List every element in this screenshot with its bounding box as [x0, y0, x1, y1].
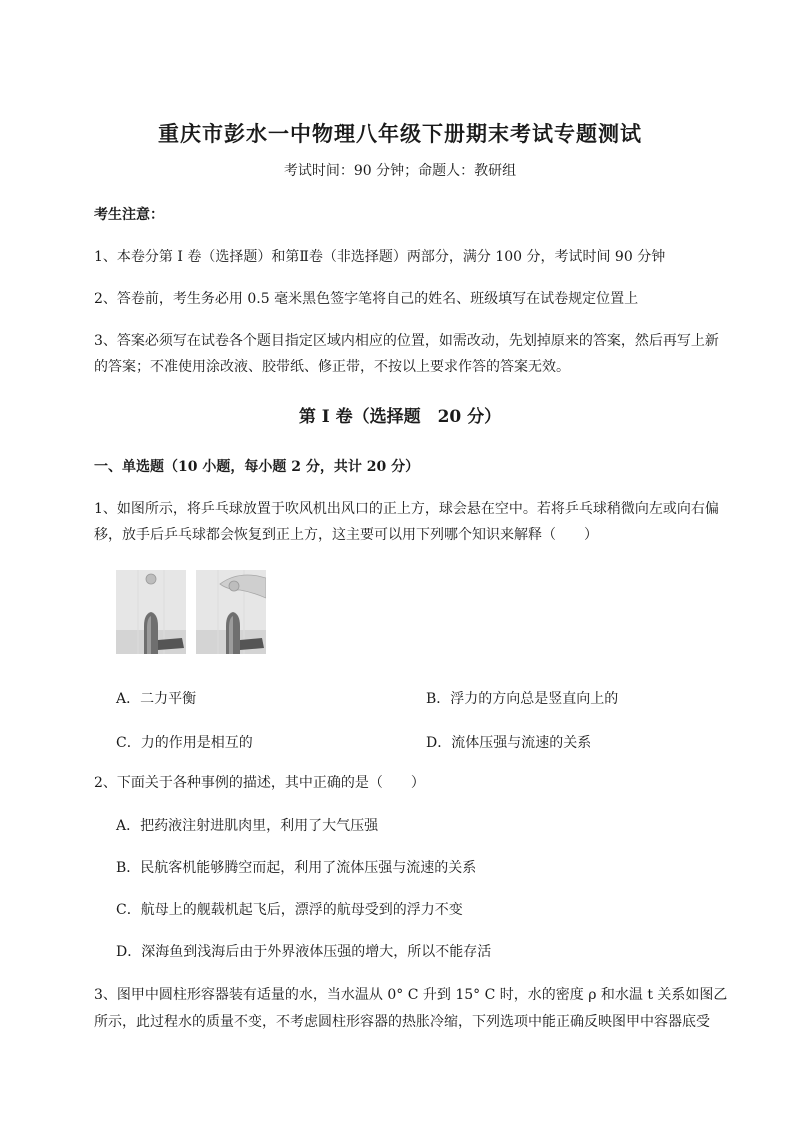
question-2-option-c: C．航母上的舰载机起飞后，漂浮的航母受到的浮力不变: [116, 902, 463, 918]
hairdryer-ball-illustration-2: [196, 570, 266, 654]
question-2-option-b: B．民航客机能够腾空而起，利用了流体压强与流速的关系: [116, 860, 477, 876]
hairdryer-ball-photo-1: [116, 570, 186, 654]
question-1-option-d: D．流体压强与流速的关系: [426, 735, 592, 751]
question-1-line-2: 移，放手后乒乓球都会恢复到正上方，这主要可以用下列哪个知识来解释（ ）: [94, 527, 598, 543]
part-heading: 一、单选题（10 小题，每小题 2 分，共计 20 分）: [94, 459, 420, 475]
question-2-stem: 2、下面关于各种事例的描述，其中正确的是（ ）: [94, 775, 425, 791]
hairdryer-ball-illustration-1: [116, 570, 186, 654]
notice-heading: 考生注意：: [94, 207, 164, 223]
notice-item-1: 1、本卷分第 I 卷（选择题）和第Ⅱ卷（非选择题）两部分，满分 100 分，考试时间 90 分钟: [94, 249, 666, 265]
section-title: 第 I 卷（选择题 20 分）: [298, 407, 502, 427]
notice-item-2: 2、答卷前，考生务必用 0.5 毫米黑色签字笔将自己的姓名、班级填写在试卷规定位置上: [94, 291, 639, 307]
notice-item-3-line-2: 的答案；不准使用涂改液、胶带纸、修正带，不按以上要求作答的答案无效。: [94, 359, 570, 375]
question-2-option-a: A．把药液注射进肌肉里，利用了大气压强: [116, 818, 379, 834]
question-1-option-c: C．力的作用是相互的: [116, 735, 253, 751]
question-1-option-b: B．浮力的方向总是竖直向上的: [426, 691, 619, 707]
page-title: 重庆市彭水一中物理八年级下册期末考试专题测试: [158, 121, 642, 146]
question-3-line-1: 3、图甲中圆柱形容器装有适量的水，当水温从 0° C 升到 15° C 时，水的密度 ρ 和水温 t 关系如图乙: [94, 987, 728, 1003]
page-subtitle: 考试时间：90 分钟；命题人：教研组: [283, 163, 517, 179]
hairdryer-ball-photo-2: [196, 570, 266, 654]
notice-item-3-line-1: 3、答案必须写在试卷各个题目指定区域内相应的位置，如需改动，先划掉原来的答案，然后再写上新: [94, 333, 719, 349]
question-1-option-a: A．二力平衡: [116, 691, 197, 707]
question-1-line-1: 1、如图所示，将乒乓球放置于吹风机出风口的正上方，球会悬在空中。若将乒乓球稍微向左或向右偏: [94, 501, 719, 517]
question-2-option-d: D．深海鱼到浅海后由于外界液体压强的增大，所以不能存活: [116, 944, 492, 960]
question-3-line-2: 所示，此过程水的质量不变，不考虑圆柱形容器的热胀冷缩，下列选项中能正确反映图甲中容器底受: [94, 1014, 710, 1030]
